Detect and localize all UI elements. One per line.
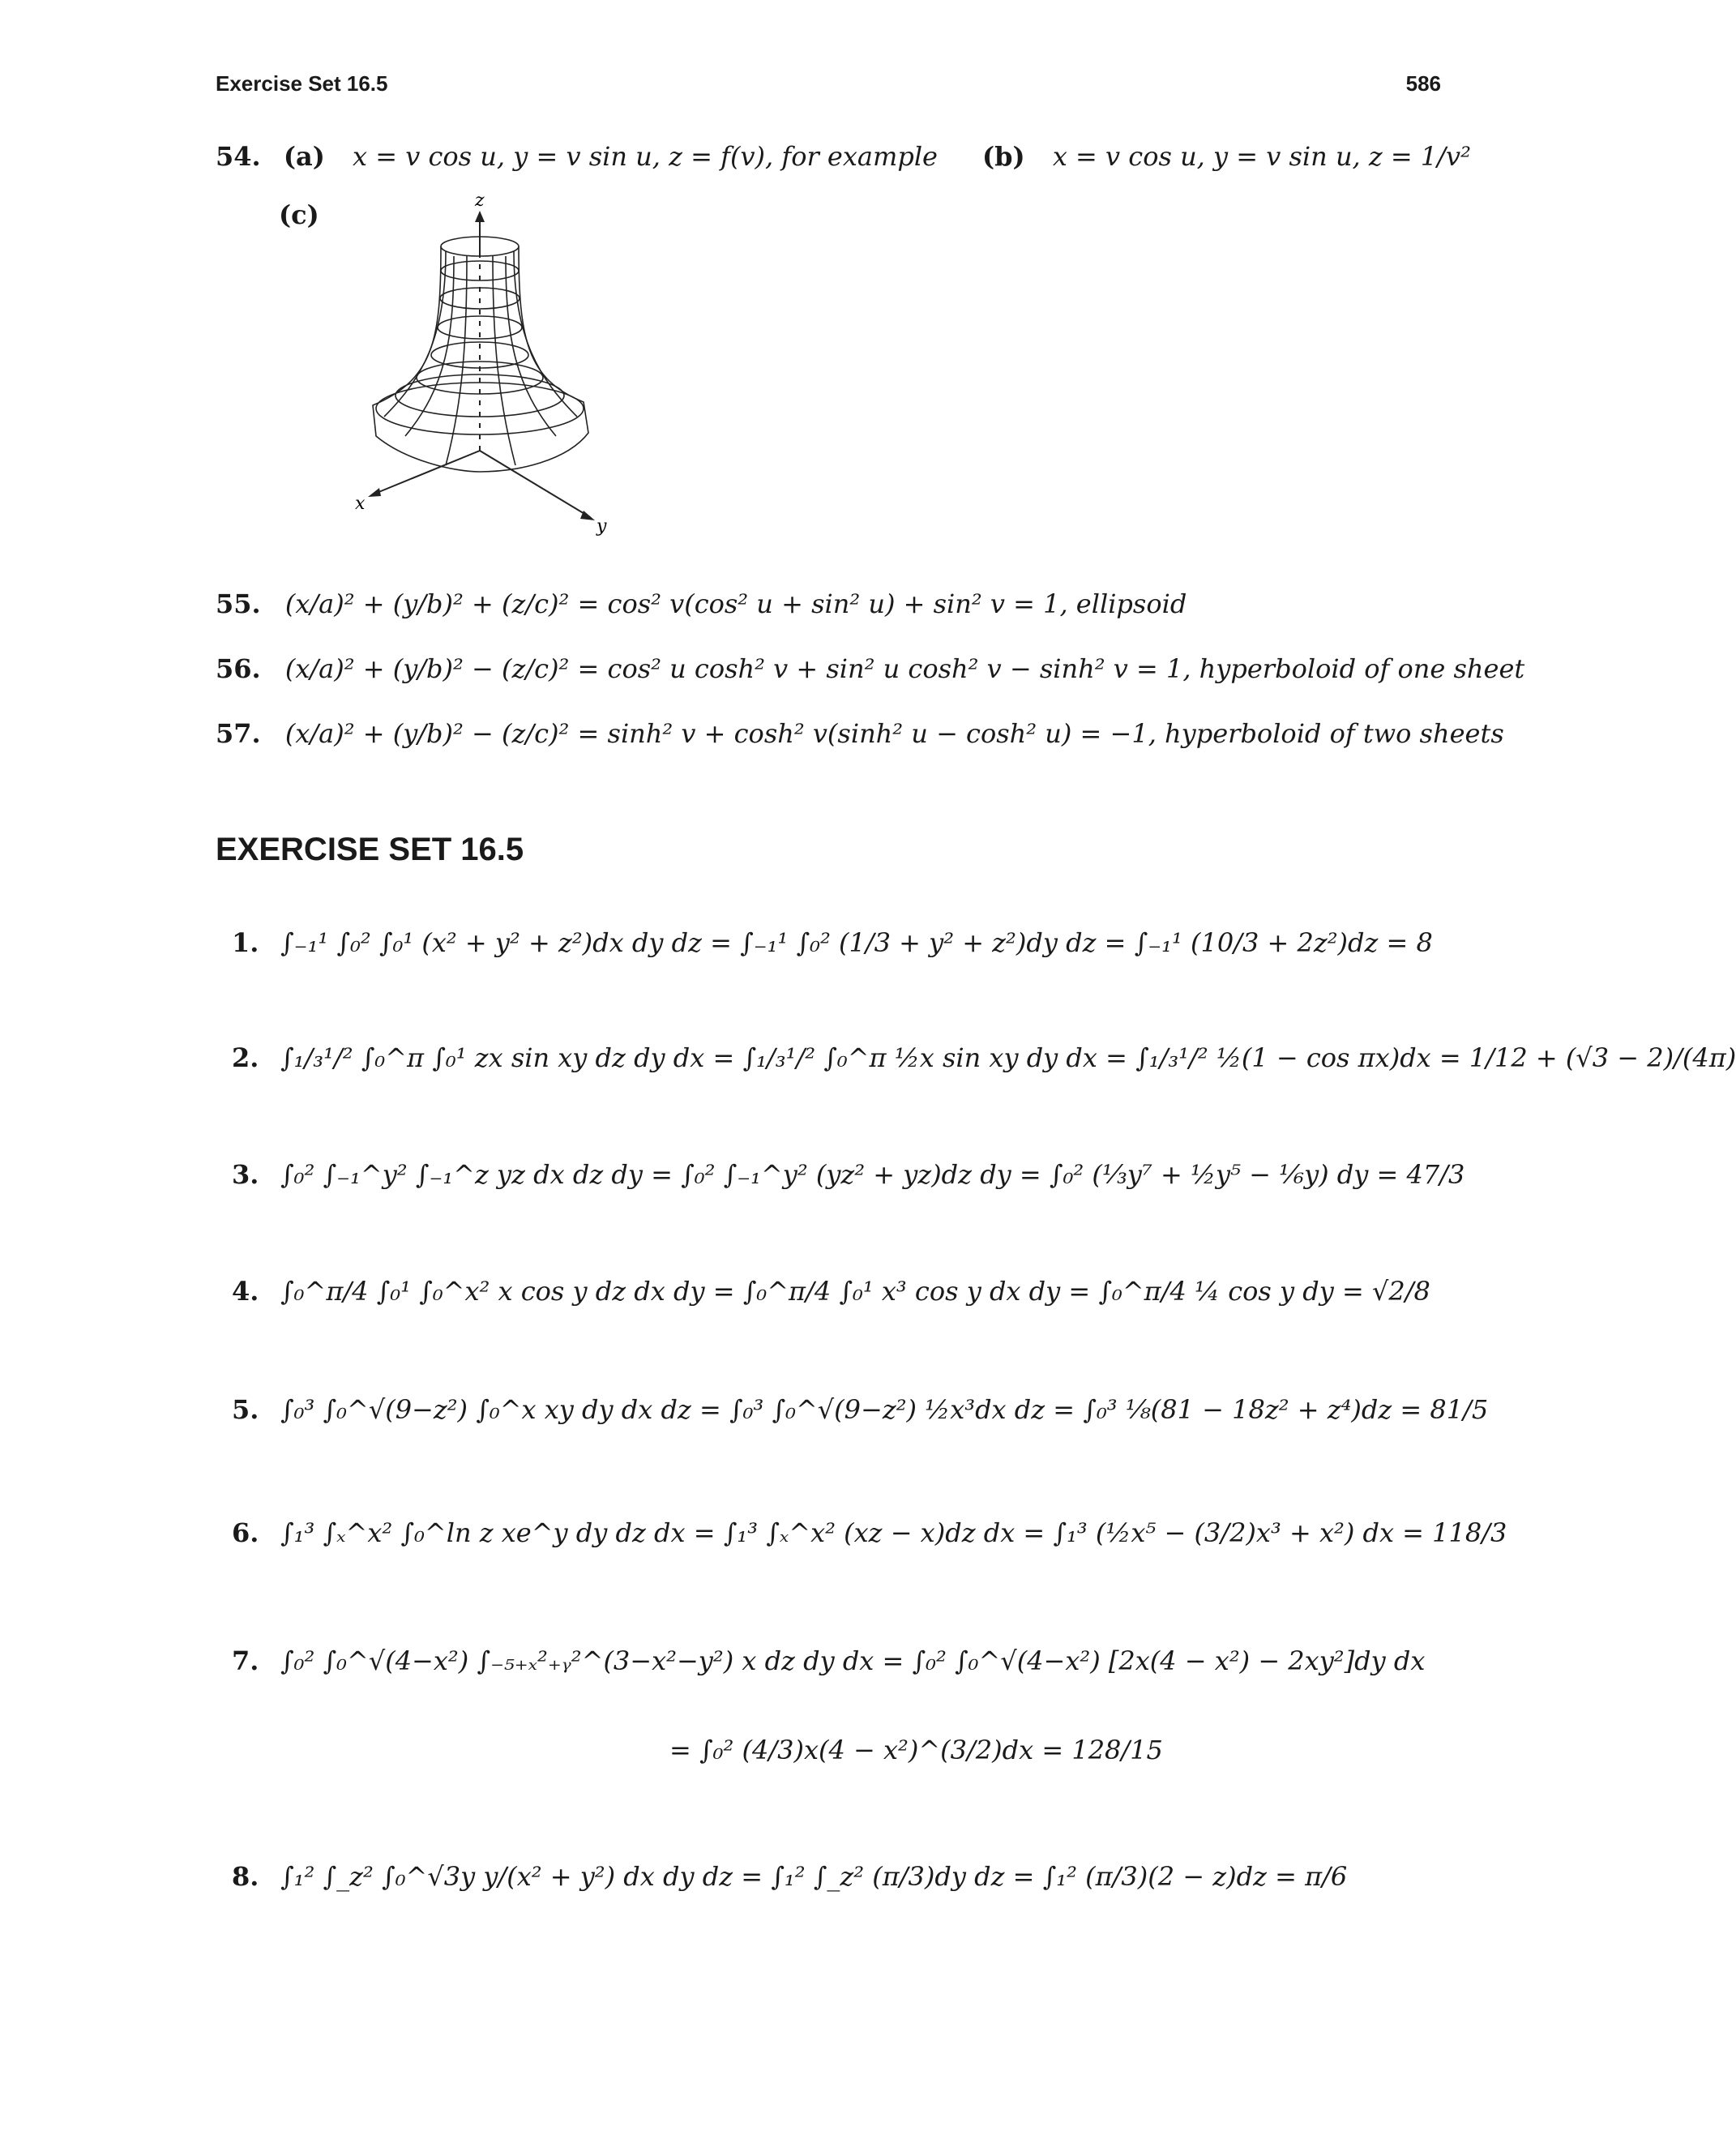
exercise-solution: ∫₁² ∫_z² ∫₀^√3y y/(x² + y²) dx dy dz = ∫₁² ∫_z² (π/3)dy dz = ∫₁² (π/3)(2 − z)dz = π/6 [280,1861,1348,1892]
page-header [216,71,1441,104]
running-head: Exercise Set 16.5 [216,71,388,96]
surface-figure [355,190,616,537]
exercise-solution: ∫₀³ ∫₀^√(9−z²) ∫₀^x xy dy dx dz = ∫₀³ ∫₀^√(9−z²) ½x³dx dz = ∫₀³ ⅛(81 − 18z² + z⁴)dz = 81/5 [280,1394,1489,1425]
exercise-solution: ∫₁/₃¹/² ∫₀^π ∫₀¹ zx sin xy dz dy dx = ∫₁/₃¹/² ∫₀^π ½x sin xy dy dx = ∫₁/₃¹/² ½(1 − cos πx)dx = 1/12 + (√3 − 2)/(4π) [280,1042,1736,1073]
problem-57 [216,718,1504,749]
exercise-number: 4. [232,1276,259,1307]
exercise-number: 1. [232,927,259,958]
problem-55 [216,588,1187,619]
problem-number: 57. [216,718,261,749]
part-c-label: (c) [279,199,319,230]
exercise-solution: ∫₋₁¹ ∫₀² ∫₀¹ (x² + y² + z²)dx dy dz = ∫₋₁¹ ∫₀² (1/3 + y² + z²)dy dz = ∫₋₁¹ (10/3 + 2z²)dz = 8 [280,927,1433,958]
part-b-label: (b) [982,141,1025,172]
problem-54-line-ab [216,141,938,172]
part-b-text: x = v cos u, y = v sin u, z = 1/v² [1052,141,1471,172]
exercise-solution: ∫₀^π/4 ∫₀¹ ∫₀^x² x cos y dz dx dy = ∫₀^π/4 ∫₀¹ x³ cos y dx dy = ∫₀^π/4 ¼ cos y dy = √2/8 [280,1276,1430,1307]
problem-text: (x/a)² + (y/b)² − (z/c)² = cos² u cosh² v + sin² u cosh² v − sinh² v = 1, hyperboloid of one sheet [284,653,1525,684]
problem-54-part-b [982,141,1471,172]
x-axis-label: x [355,494,366,514]
part-a-text: x = v cos u, y = v sin u, z = f(v), for example [353,141,938,172]
part-a-label: (a) [283,141,325,172]
z-axis-label: z [475,190,485,211]
problem-56 [216,653,1524,684]
problem-54-part-c [279,199,319,230]
section-title: EXERCISE SET 16.5 [216,832,524,867]
exercise-number: 3. [232,1159,259,1190]
exercise-number: 5. [232,1394,259,1425]
exercise-number: 7. [232,1645,259,1676]
exercise-number: 8. [232,1861,259,1892]
problem-number: 55. [216,588,261,619]
exercise-number: 6. [232,1517,259,1548]
exercise-7 [216,1645,1593,1765]
y-axis-label: y [596,516,607,537]
problem-number: 56. [216,653,261,684]
exercise-solution: ∫₁³ ∫ₓ^x² ∫₀^ln z xe^y dy dz dx = ∫₁³ ∫ₓ^x² (xz − x)dz dx = ∫₁³ (½x⁵ − (3/2)x³ + x²) dx = 118/3 [280,1517,1507,1548]
exercise-solution-continued: = ∫₀² (4/3)x(4 − x²)^(3/2)dx = 128/15 [669,1735,1163,1765]
problem-text: (x/a)² + (y/b)² + (z/c)² = cos² v(cos² u + sin² u) + sin² v = 1, ellipsoid [284,588,1187,619]
exercise-number: 2. [232,1042,259,1073]
exercise-solution: ∫₀² ∫₋₁^y² ∫₋₁^z yz dx dz dy = ∫₀² ∫₋₁^y² (yz² + yz)dz dy = ∫₀² (⅓y⁷ + ½y⁵ − ⅙y) dy = 47/3 [280,1159,1465,1190]
problem-text: (x/a)² + (y/b)² − (z/c)² = sinh² v + cosh² v(sinh² u − cosh² u) = −1, hyperboloid of two sheets [284,718,1504,749]
page-number: 586 [1405,71,1441,96]
exercise-solution: ∫₀² ∫₀^√(4−x²) ∫₋₅₊ₓ²₊ᵧ²^(3−x²−y²) x dz dy dx = ∫₀² ∫₀^√(4−x²) [2x(4 − x²) − 2xy²]dy dx [280,1645,1426,1676]
problem-number: 54. [216,141,261,172]
